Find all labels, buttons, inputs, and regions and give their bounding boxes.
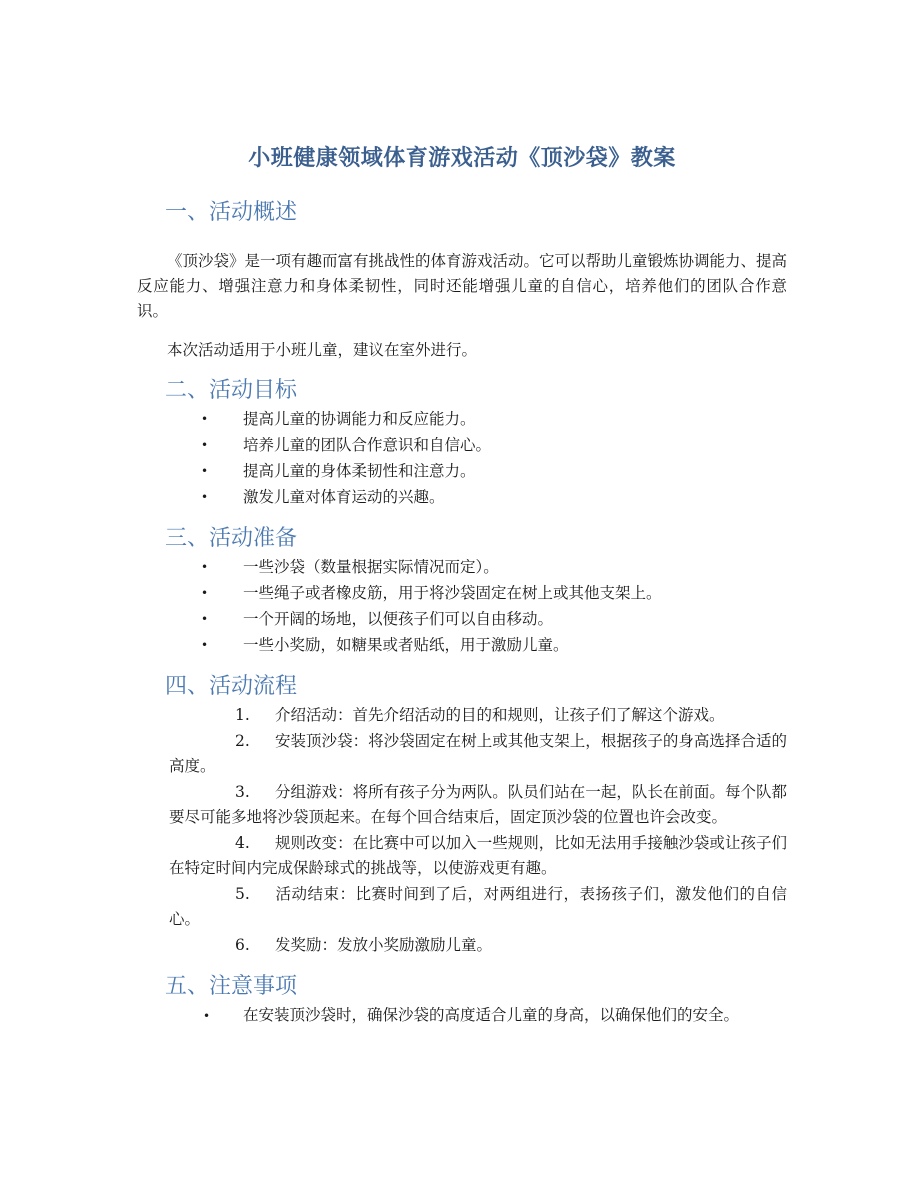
step-number: 2. (235, 732, 250, 750)
list-item-text: 一些小奖励，如糖果或者贴纸，用于激励儿童。 (243, 636, 569, 654)
bullet-icon: • (203, 1009, 211, 1023)
list-item (137, 555, 787, 580)
process-step (169, 729, 787, 779)
bullet-icon: • (201, 490, 209, 504)
section-heading-overview: 一、活动概述 (165, 200, 298, 225)
document-title: 小班健康领域体育游戏活动《顶沙袋》教案 (248, 145, 676, 171)
list-item-text: 激发儿童对体育运动的兴趣。 (243, 488, 445, 506)
process-step (169, 780, 787, 830)
step-number: 3. (235, 783, 250, 801)
bullet-icon: • (201, 612, 209, 626)
bullet-icon: • (201, 464, 209, 478)
step-text: 分组游戏：将所有孩子分为两队。队员们站在一起，队长在前面。每个队都要尽可能多地将沙袋顶起来。在每个回合结束后，固定顶沙袋的位置也许会改变。 (169, 783, 787, 826)
list-item-text: 提高儿童的身体柔韧性和注意力。 (243, 462, 476, 480)
process-step (169, 703, 787, 728)
process-step (169, 831, 787, 881)
section-heading-goals: 二、活动目标 (165, 378, 298, 403)
overview-paragraph: 《顶沙袋》是一项有趣而富有挑战性的体育游戏活动。它可以帮助儿童锻炼协调能力、提高反应能力、增强注意力和身体柔韧性，同时还能增强儿童的自信心，培养他们的团队合作意识。 (137, 252, 788, 320)
process-step (169, 933, 787, 958)
document-page (137, 141, 787, 1029)
step-text: 活动结束：比赛时间到了后，对两组进行，表扬孩子们，激发他们的自信心。 (169, 885, 787, 928)
list-item (137, 459, 787, 484)
list-item-text: 在安装顶沙袋时，确保沙袋的高度适合儿童的身高，以确保他们的安全。 (243, 1006, 740, 1024)
list-item (137, 433, 787, 458)
section-heading-preparation: 三、活动准备 (165, 526, 298, 551)
list-item (169, 1003, 787, 1029)
list-item-text: 培养儿童的团队合作意识和自信心。 (243, 436, 492, 454)
list-item (137, 407, 787, 432)
preparation-list (137, 555, 787, 658)
list-item-text: 一个开阔的场地，以便孩子们可以自由移动。 (243, 610, 554, 628)
step-text: 介绍活动：首先介绍活动的目的和规则，让孩子们了解这个游戏。 (275, 706, 725, 724)
step-text: 规则改变：在比赛中可以加入一些规则，比如无法用手接触沙袋或让孩子们在特定时间内完成保龄球式的挑战等，以使游戏更有趣。 (169, 834, 787, 877)
bullet-icon: • (201, 586, 209, 600)
step-number: 4. (235, 834, 250, 852)
list-item-text: 一些绳子或者橡皮筋，用于将沙袋固定在树上或其他支架上。 (243, 584, 662, 602)
list-item (137, 633, 787, 658)
step-number: 5. (235, 885, 250, 903)
bullet-icon: • (201, 438, 209, 452)
list-item (137, 485, 787, 510)
step-text: 发奖励：发放小奖励激励儿童。 (275, 936, 493, 954)
overview-paragraph: 本次活动适用于小班儿童，建议在室外进行。 (167, 341, 478, 359)
process-step (169, 882, 787, 932)
bullet-icon: • (201, 412, 209, 426)
step-number: 6. (235, 936, 250, 954)
list-item (137, 607, 787, 632)
goals-list (137, 407, 787, 510)
list-item-text: 提高儿童的协调能力和反应能力。 (243, 410, 476, 428)
bullet-icon: • (201, 638, 209, 652)
step-number: 1. (235, 706, 250, 724)
step-text: 安装顶沙袋：将沙袋固定在树上或其他支架上，根据孩子的身高选择合适的高度。 (169, 732, 787, 775)
list-item-text: 一些沙袋（数量根据实际情况而定）。 (243, 558, 499, 576)
list-item (137, 581, 787, 606)
section-heading-notes: 五、注意事项 (165, 974, 298, 999)
bullet-icon: • (201, 560, 209, 574)
section-heading-process: 四、活动流程 (165, 674, 298, 699)
